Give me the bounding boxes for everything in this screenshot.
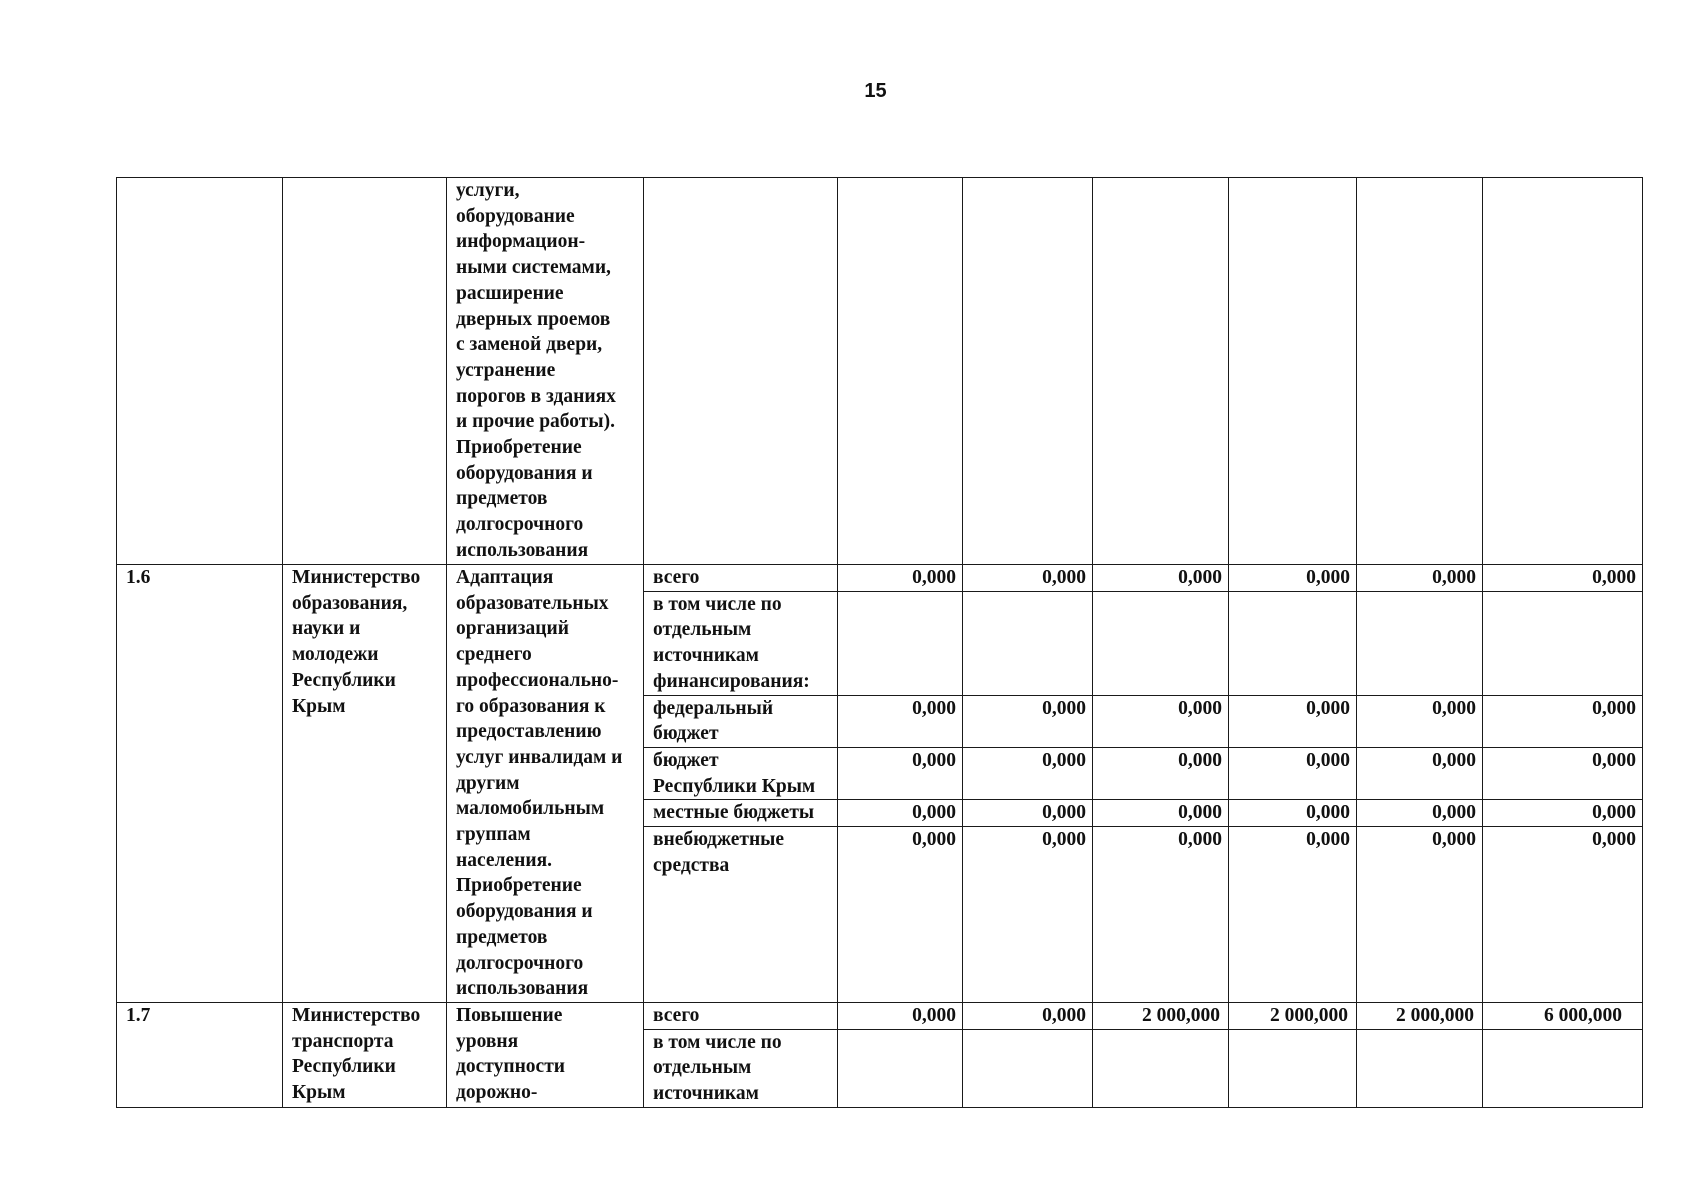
cell-value: 0,000 [1229,695,1357,747]
cell-value: 0,000 [1093,565,1229,592]
cell-value: 2 000,000 [1093,1003,1229,1030]
cell-value: 6 000,000 [1483,1003,1643,1030]
cell-value: 0,000 [1229,827,1357,1003]
cell-source: всего [644,565,838,592]
cell-value: 0,000 [963,800,1093,827]
cell-value: 0,000 [838,1003,963,1030]
cell-value: 0,000 [963,565,1093,592]
cell-executor [283,178,447,565]
cell-value: 0,000 [1093,747,1229,799]
cell-value: 0,000 [838,695,963,747]
cell-value: 0,000 [1093,800,1229,827]
cell-id: 1.6 [117,565,283,1003]
cell-value: 0,000 [1483,747,1643,799]
cell-value: 0,000 [1093,695,1229,747]
cell-value: 2 000,000 [1229,1003,1357,1030]
cell-value: 2 000,000 [1357,1003,1483,1030]
cell-executor: Министерство образования, науки и молодежи Республики Крым [283,565,447,1003]
cell-value: 0,000 [1229,800,1357,827]
cell-value: 0,000 [1229,565,1357,592]
cell-value: 0,000 [1357,695,1483,747]
table-row [117,1003,1643,1030]
cell-value: 0,000 [838,800,963,827]
cell-value: 0,000 [838,747,963,799]
cell-measure: услуги, оборудование информацион- ными системами, расширение дверных проемов с заменой двери, устранение порогов в зданиях и прочие работы). Приобретение оборудования и предметов долгосрочного использования [447,178,644,565]
cell-value: 0,000 [963,1003,1093,1030]
cell-executor: Министерство транспорта Республики Крым [283,1003,447,1108]
cell-id: 1.7 [117,1003,283,1108]
cell-source: в том числе по отдельным источникам финансирования: [644,591,838,695]
cell-value: 0,000 [963,747,1093,799]
cell-value: 0,000 [963,827,1093,1003]
cell-value: 0,000 [1483,827,1643,1003]
cell-value: 0,000 [1093,827,1229,1003]
cell-value: 0,000 [1357,747,1483,799]
cell-value: 0,000 [1357,827,1483,1003]
financing-table [116,177,1643,1108]
cell-value: 0,000 [963,695,1093,747]
cell-measure: Повышение уровня доступности дорожно- [447,1003,644,1108]
cell-source: федеральный бюджет [644,695,838,747]
cell-measure: Адаптация образовательных организаций среднего профессионально- го образования к предоставлению услуг инвалидам и другим маломобильным группам населения. Приобретение оборудования и предметов долгосрочного использования [447,565,644,1003]
cell-value: 0,000 [1483,800,1643,827]
cell-source: бюджет Республики Крым [644,747,838,799]
cell-value: 0,000 [838,827,963,1003]
table-row [117,178,1643,565]
cell-value: 0,000 [1357,565,1483,592]
cell-value: 0,000 [838,565,963,592]
cell-source: всего [644,1003,838,1030]
cell-source: внебюджетные средства [644,827,838,1003]
cell-value: 0,000 [1229,747,1357,799]
table-row [117,565,1643,592]
cell-source: местные бюджеты [644,800,838,827]
cell-source: в том числе по отдельным источникам [644,1029,838,1107]
cell-id [117,178,283,565]
cell-value: 0,000 [1483,695,1643,747]
cell-value: 0,000 [1483,565,1643,592]
cell-value: 0,000 [1357,800,1483,827]
page-number: 15 [864,80,887,102]
